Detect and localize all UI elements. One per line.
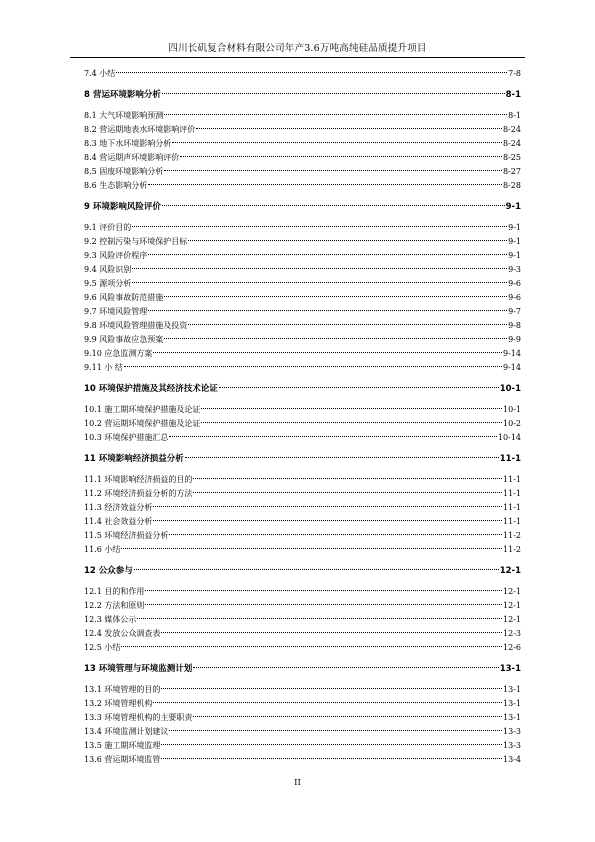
toc-chapter-entry[interactable]	[84, 452, 521, 468]
dot-leader	[201, 408, 502, 409]
toc-section-entry[interactable]	[84, 320, 521, 334]
dot-leader	[185, 457, 499, 458]
toc-section-entry[interactable]	[84, 740, 521, 754]
toc-section-entry[interactable]	[84, 516, 521, 530]
dot-leader	[219, 387, 499, 388]
toc-section-entry[interactable]	[84, 404, 521, 418]
toc-section-entry[interactable]	[84, 418, 521, 432]
toc-entry-page: 8-1	[505, 90, 521, 100]
dot-leader	[153, 506, 502, 507]
toc-entry-label: 8.2 营运期地表水环境影响评价	[84, 125, 196, 134]
toc-entry-page: 9-1	[508, 223, 521, 232]
toc-entry-label: 8.1 大气环境影响预测	[84, 111, 164, 120]
toc-chapter-entry[interactable]	[84, 88, 521, 104]
toc-entry-label: 12.1 目的和作用	[84, 587, 145, 596]
toc-entry-label: 10.3 环境保护措施汇总	[84, 433, 169, 442]
toc-section-entry[interactable]	[84, 348, 521, 362]
toc-entry-label: 13 环境管理与环境监测计划	[84, 664, 193, 674]
toc-section-entry[interactable]	[84, 250, 521, 264]
dot-leader	[145, 604, 502, 605]
toc-section-entry[interactable]	[84, 166, 521, 180]
toc-entry-page: 12-1	[503, 615, 521, 624]
toc-entry-label: 9.1 评价目的	[84, 223, 132, 232]
toc-entry-page: 12-3	[503, 629, 521, 638]
toc-entry-page: 9-14	[503, 349, 521, 358]
toc-entry-label: 13.5 施工期环境监理	[84, 741, 161, 750]
toc-section-entry[interactable]	[84, 474, 521, 488]
toc-entry-label: 11.6 小结	[84, 545, 121, 554]
toc-entry-label: 8 营运环境影响分析	[84, 90, 161, 100]
toc-section-entry[interactable]	[84, 600, 521, 614]
toc-entry-page: 12-1	[503, 587, 521, 596]
toc-entry-label: 11 环境影响经济损益分析	[84, 454, 184, 464]
toc-entry-page: 12-6	[503, 643, 521, 652]
toc-chapter-entry[interactable]	[84, 564, 521, 580]
toc-entry-page: 9-6	[508, 279, 521, 288]
dot-leader	[148, 254, 507, 255]
toc-entry-page: 11-2	[503, 531, 521, 540]
toc-entry-label: 12.5 小结	[84, 643, 121, 652]
dot-leader	[164, 170, 502, 171]
toc-entry-label: 9.6 风险事故防范措施	[84, 293, 164, 302]
toc-entry-label: 9.3 风险评价程序	[84, 251, 148, 260]
dot-leader	[162, 205, 505, 206]
toc-entry-label: 13.2 环境管理机构	[84, 699, 153, 708]
page-number: II	[294, 778, 301, 788]
toc-entry-page: 11-1	[503, 489, 521, 498]
toc-entry-page: 13-1	[503, 699, 521, 708]
toc-section-entry[interactable]	[84, 110, 521, 124]
toc-entry-page: 9-6	[508, 293, 521, 302]
toc-entry-page: 9-1	[505, 202, 521, 212]
dot-leader	[153, 520, 502, 521]
dot-leader	[193, 667, 498, 668]
toc-section-entry[interactable]	[84, 222, 521, 236]
dot-leader	[162, 93, 505, 94]
toc-section-entry[interactable]	[84, 698, 521, 712]
toc-entry-page: 13-1	[499, 664, 521, 674]
dot-leader	[180, 156, 502, 157]
dot-leader	[188, 324, 507, 325]
dot-leader	[188, 240, 507, 241]
toc-entry-label: 9.7 环境风险管理	[84, 307, 148, 316]
toc-entry-label: 11.5 环境经济损益分析	[84, 531, 169, 540]
dot-leader	[164, 338, 507, 339]
header-divider	[70, 57, 525, 58]
toc-section-entry[interactable]	[84, 684, 521, 698]
toc-entry-page: 10-2	[503, 419, 521, 428]
toc-section-entry[interactable]	[84, 334, 521, 348]
toc-entry-page: 8-24	[503, 125, 521, 134]
toc-section-entry[interactable]	[84, 754, 521, 768]
dot-leader	[121, 548, 502, 549]
dot-leader	[116, 72, 507, 73]
toc-entry-page: 10-1	[499, 384, 521, 394]
toc-section-entry[interactable]	[84, 362, 521, 376]
dot-leader	[196, 128, 502, 129]
toc-section-entry[interactable]	[84, 628, 521, 642]
toc-entry-page: 10-14	[497, 433, 521, 442]
toc-entry-page: 11-1	[499, 454, 521, 464]
dot-leader	[132, 226, 507, 227]
toc-section-entry[interactable]	[84, 586, 521, 600]
toc-entry-label: 8.5 固废环境影响分析	[84, 167, 164, 176]
toc-entry-label: 12.4 发放公众调查表	[84, 629, 161, 638]
toc-entry-page: 9-14	[503, 363, 521, 372]
toc-section-entry[interactable]	[84, 292, 521, 306]
dot-leader	[169, 436, 497, 437]
dot-leader	[164, 296, 507, 297]
toc-entry-label: 10 环境保护措施及其经济技术论证	[84, 384, 218, 394]
toc-section-entry[interactable]	[84, 180, 521, 194]
toc-entry-label: 13.4 环境监测计划建议	[84, 727, 169, 736]
toc-entry-page: 11-1	[503, 517, 521, 526]
toc-entry-label: 7.4 小结	[84, 69, 116, 78]
dot-leader	[161, 688, 502, 689]
dot-leader	[169, 534, 502, 535]
toc-entry-page: 8-25	[503, 153, 521, 162]
toc-section-entry[interactable]	[84, 614, 521, 628]
toc-section-entry[interactable]	[84, 138, 521, 152]
dot-leader	[148, 184, 502, 185]
dot-leader	[145, 590, 502, 591]
toc-entry-page: 13-1	[503, 713, 521, 722]
toc-section-entry[interactable]	[84, 306, 521, 320]
toc-entry-label: 9.11 小 结	[84, 363, 123, 372]
toc-entry-page: 9-1	[508, 237, 521, 246]
toc-chapter-entry[interactable]	[84, 382, 521, 398]
toc-entry-page: 8-28	[503, 181, 521, 190]
toc-entry-label: 9.4 风险识别	[84, 265, 132, 274]
toc-entry-page: 10-1	[503, 405, 521, 414]
dot-leader	[201, 422, 502, 423]
toc-entry-label: 12.3 媒体公示	[84, 615, 137, 624]
dot-leader	[153, 352, 502, 353]
toc-entry-page: 13-3	[503, 727, 521, 736]
toc-section-entry[interactable]	[84, 68, 521, 82]
dot-leader	[193, 478, 502, 479]
dot-leader	[121, 646, 502, 647]
dot-leader	[193, 492, 502, 493]
toc-section-entry[interactable]	[84, 124, 521, 138]
toc-entry-page: 8-1	[508, 111, 521, 120]
toc-entry-label: 8.3 地下水环境影响分析	[84, 139, 172, 148]
toc-section-entry[interactable]	[84, 544, 521, 558]
toc-chapter-entry[interactable]	[84, 662, 521, 678]
toc-section-entry[interactable]	[84, 152, 521, 166]
toc-entry-page: 9-8	[508, 321, 521, 330]
toc-entry-page: 13-3	[503, 741, 521, 750]
toc-section-entry[interactable]	[84, 530, 521, 544]
toc-entry-page: 9-9	[508, 335, 521, 344]
toc-section-entry[interactable]	[84, 432, 521, 446]
dot-leader	[193, 716, 502, 717]
toc-entry-label: 11.2 环境经济损益分析的方法	[84, 489, 193, 498]
dot-leader	[134, 569, 499, 570]
toc-entry-label: 9.10 应急监测方案	[84, 349, 153, 358]
toc-section-entry[interactable]	[84, 264, 521, 278]
toc-section-entry[interactable]	[84, 642, 521, 656]
toc-entry-page: 8-24	[503, 139, 521, 148]
toc-entry-label: 11.4 社会效益分析	[84, 517, 153, 526]
dot-leader	[137, 618, 502, 619]
toc-entry-page: 9-7	[508, 307, 521, 316]
dot-leader	[124, 366, 502, 367]
toc-entry-page: 13-4	[503, 755, 521, 764]
toc-entry-label: 13.6 营运期环境监管	[84, 755, 161, 764]
toc-entry-label: 10.1 施工期环境保护措施及论证	[84, 405, 201, 414]
toc-entry-page: 11-1	[503, 475, 521, 484]
table-of-contents	[84, 68, 521, 768]
toc-entry-label: 8.6 生态影响分析	[84, 181, 148, 190]
toc-entry-page: 13-1	[503, 685, 521, 694]
toc-section-entry[interactable]	[84, 726, 521, 740]
toc-entry-label: 12.2 方法和原则	[84, 601, 145, 610]
toc-entry-label: 12 公众参与	[84, 566, 133, 576]
toc-entry-label: 9.9 风险事故应急预案	[84, 335, 164, 344]
dot-leader	[172, 142, 502, 143]
dot-leader	[161, 758, 502, 759]
toc-entry-page: 11-2	[503, 545, 521, 554]
dot-leader	[169, 730, 502, 731]
toc-section-entry[interactable]	[84, 712, 521, 726]
toc-entry-label: 13.1 环境管理的目的	[84, 685, 161, 694]
running-header: 四川长矶复合材料有限公司年产3.6万吨高纯硅品质提升项目	[168, 43, 427, 54]
toc-entry-page: 12-1	[503, 601, 521, 610]
toc-entry-page: 12-1	[499, 566, 521, 576]
toc-entry-label: 13.3 环境管理机构的主要职责	[84, 713, 193, 722]
toc-chapter-entry[interactable]	[84, 200, 521, 216]
dot-leader	[132, 282, 507, 283]
toc-section-entry[interactable]	[84, 488, 521, 502]
dot-leader	[161, 632, 502, 633]
toc-section-entry[interactable]	[84, 236, 521, 250]
toc-section-entry[interactable]	[84, 502, 521, 516]
toc-entry-label: 8.4 营运期声环境影响评价	[84, 153, 180, 162]
dot-leader	[153, 702, 502, 703]
toc-entry-page: 9-3	[508, 265, 521, 274]
toc-entry-page: 8-27	[503, 167, 521, 176]
dot-leader	[132, 268, 507, 269]
toc-entry-label: 9 环境影响风险评价	[84, 202, 161, 212]
toc-entry-page: 11-1	[503, 503, 521, 512]
dot-leader	[161, 744, 502, 745]
toc-section-entry[interactable]	[84, 278, 521, 292]
dot-leader	[148, 310, 507, 311]
toc-entry-label: 10.2 营运期环境保护措施及论证	[84, 419, 201, 428]
toc-entry-page: 7-8	[508, 69, 521, 78]
toc-entry-label: 9.5 源项分析	[84, 279, 132, 288]
toc-entry-page: 9-1	[508, 251, 521, 260]
toc-entry-label: 11.3 经济效益分析	[84, 503, 153, 512]
toc-entry-label: 11.1 环境影响经济损益的目的	[84, 475, 193, 484]
toc-entry-label: 9.2 控制污染与环境保护目标	[84, 237, 188, 246]
toc-entry-label: 9.8 环境风险管理措施及投资	[84, 321, 188, 330]
dot-leader	[164, 114, 507, 115]
